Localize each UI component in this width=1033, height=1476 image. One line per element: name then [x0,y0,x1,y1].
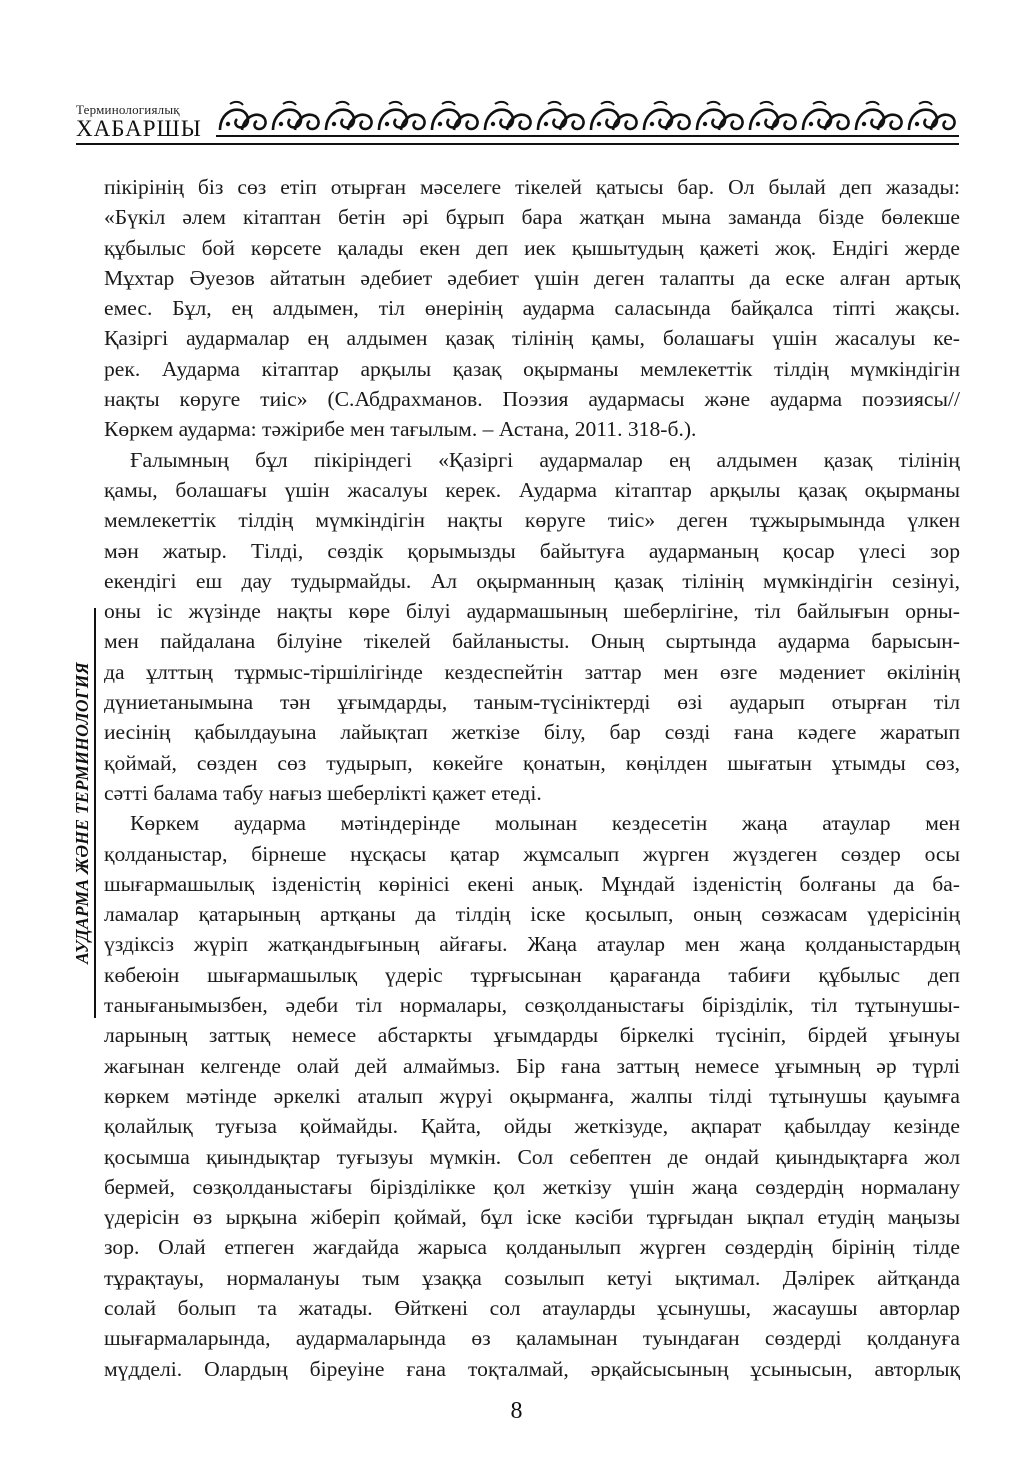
journal-name-big: ХАБАРШЫ [76,116,202,141]
side-rule [94,608,96,1018]
text-line: Ғалымның бұл пікіріндегі «Қазіргі аудармалар ең алдымен қазақ тілінің [130,447,960,472]
text-line: бермей, сөзқолданыстағы бірізділікке қол жеткізу үшін жаңа сөздердің нормалану [104,1174,960,1199]
text-line: құбылыс бой көрсете қалады екен деп иек қышытудың қажеті жоқ. Ендігі жерде [104,235,960,260]
text-line: пікірінің біз сөз етіп отырған мәселеге тікелей қатысы бар. Ол былай деп жазады: [104,175,960,199]
text-line: ламалар қатарының артқаны да тілдің іске қосылып, оның сөзжасам үдерісінің [104,902,960,927]
body-text [104,172,960,1384]
text-line: зор. Олай етпеген жағдайда жарыса қолданылып жүрген сөздердің бірінің тілде [104,1235,960,1260]
ornament-border-icon [216,100,959,138]
text-line: мен пайдалана білуіне тікелей байланысты. Оның сыртында аударма барысын- [104,629,960,654]
text-line: рек. Аударма кітаптар арқылы қазақ оқырманы мемлекеттік тілдің мүмкіндігін [104,356,960,381]
text-line: қолайлық туғыза қоймайды. Қайта, ойды жеткізуде, ақпарат қабылдау кезінде [104,1114,960,1139]
text-line: қолданыстар, бірнеше нұсқасы қатар жұмсалып жүрген жүздеген сөздер осы [104,841,960,866]
text-line: жағынан келгенде олай дей алмаймыз. Бір ғана заттың немесе ұғымның әр түрлі [104,1053,960,1078]
text-line: Мұхтар Әуезов айтатын әдебиет әдебиет үшін деген талапты да еске алған артық [104,265,960,290]
header-rule [76,143,959,145]
text-line: көбеюін шығармашылық үдеріс тұрғысынан қарағанда табиғи құбылыс деп [104,962,960,987]
section-side-title [68,608,96,1018]
text-line: Көркем аударма: тәжірибе мен тағылым. – Астана, 2011. 318-б.). [104,417,697,442]
text-line: қосымша қиындықтар туғызуы мүмкін. Сол себептен де ондай қиындықтарға жол [104,1144,960,1169]
text-line: танығанымызбен, әдеби тіл нормалары, сөзқолданыстағы бірізділік, тіл тұтынушы- [104,993,960,1018]
text-line: екендігі еш дау тудырмайды. Ал оқырманның қазақ тілінің мүмкіндігін сезінуі, [104,568,960,593]
page-number: 8 [510,1398,523,1424]
text-line: үздіксіз жүріп жатқандығының айғағы. Жаңа атаулар мен жаңа қолданыстардың [104,932,960,957]
text-line: «Бүкіл әлем кітаптан бетін әрі бұрып бара жатқан мына заманда бізде бөлекше [104,205,960,230]
text-line: көркем мәтінде әркелкі аталып жүруі оқырманға, жалпы тілді тұтынушы қауымға [104,1083,960,1108]
text-line: мүдделі. Олардың біреуіне ғана тоқталмай, әрқайсысының ұсынысын, авторлық [104,1356,960,1381]
text-line: қоймай, сөзден сөз тудырып, көкейге қонатын, көңілден шығатын ұтымды сөз, [104,750,960,775]
text-line: ларының заттық немесе абстаркты ұғымдарды біркелкі түсініп, бірдей ұғынуы [104,1023,960,1048]
text-line: Көркем аударма мәтіндерінде молынан кездесетін жаңа атаулар мен [130,811,960,836]
text-line: нақты көруге тиіс» (С.Абдрахманов. Поэзия аудармасы және аударма поэзиясы// [104,387,960,412]
text-line: емес. Бұл, ең алдымен, тіл өнерінің аударма саласында байқалса тіпті жақсы. [104,296,960,321]
text-line: иесінің қабылдауына лайықтап жеткізе білу, бар сөзді ғана кәдеге жаратып [104,720,960,745]
section-side-title-text: АУДАРМА ЖӘНЕ ТЕРМИНОЛОГИЯ [71,662,92,964]
text-line: шығармашылық ізденістің көрінісі екені анық. Мұндай ізденістің болғаны да ба- [104,871,960,896]
page-header [76,98,959,148]
text-line: сәтті балама табу нағыз шеберлікті қажет етеді. [104,780,542,805]
text-line: солай болып та жатады. Өйткені сол атауларды ұсынушы, жасаушы авторлар [104,1295,960,1320]
text-line: тұрақтауы, нормалануы тым ұзаққа созылып кетуі ықтимал. Дәлірек айтқанда [104,1265,960,1290]
text-line: оны іс жүзінде нақты көре білуі аудармашының шеберлігіне, тіл байлығын орны- [104,599,960,624]
text-line: мән жатыр. Тілді, сөздік қорымызды байытуға аударманың қосар үлесі зор [104,538,960,563]
text-line: қамы, болашағы үшін жасалуы керек. Аударма кітаптар арқылы қазақ оқырманы [104,477,960,502]
text-line: үдерісін өз ырқына жіберіп қоймай, бұл іске кәсіби тұрғыдан ықпал етудің маңызы [104,1205,960,1230]
text-line: дүниетанымына тән ұғымдарды, таным-түсініктерді өзі аударып отырған тіл [104,690,960,715]
text-line: да ұлттың тұрмыс-тіршілігінде кездеспейтін заттар мен өзге мәдениет өкілінің [104,659,960,684]
text-line: Қазіргі аудармалар ең алдымен қазақ тілінің қамы, болашағы үшін жасалуы ке- [104,326,960,351]
text-line: мемлекеттік тілдің мүмкіндігін нақты көруге тиіс» деген тұжырымында үлкен [104,508,960,533]
text-line: шығармаларында, аудармаларында өз қаламынан туындаған сөздерді қолдануға [104,1326,960,1351]
journal-name-small: Терминологиялық [76,102,180,117]
